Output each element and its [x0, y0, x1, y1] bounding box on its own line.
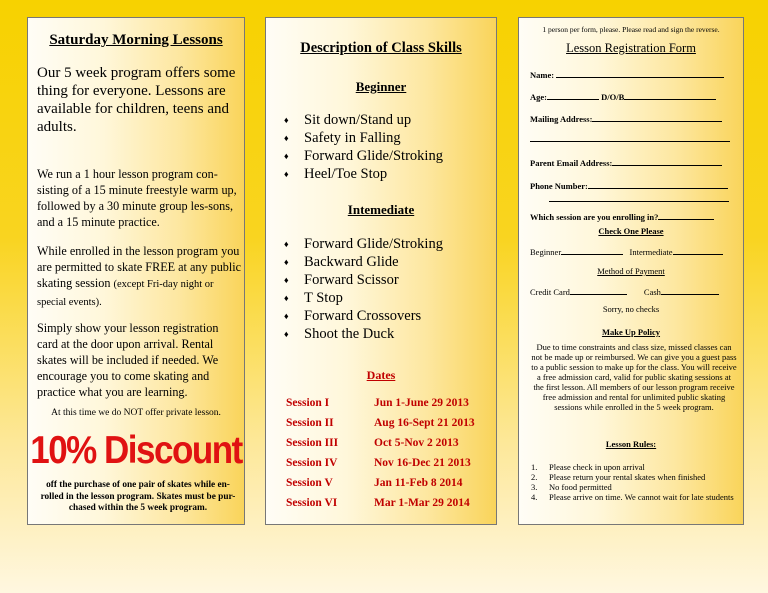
session-dates-list — [286, 393, 475, 513]
session-field[interactable]: Which session are you enrolling in? — [530, 211, 740, 222]
beginner-check-line[interactable] — [561, 246, 623, 255]
free-skate-exception: (except Fri-day night or special events). — [37, 279, 214, 308]
discount-terms: off the purchase of one pair of skates while en-rolled in the lesson program. Skates must be pur-chased within the 5 week program. — [40, 480, 236, 513]
class-skills-panel — [265, 17, 497, 525]
list-item: ♦ Heel/Toe Stop — [284, 166, 388, 182]
diamond-bullet-icon: ♦ — [284, 293, 289, 303]
panel-title: Saturday Morning Lessons — [49, 32, 223, 48]
diamond-bullet-icon: ♦ — [284, 133, 289, 143]
diamond-bullet-icon: ♦ — [284, 275, 289, 285]
registration-card-text: Simply show your lesson registration card at the door upon arrival. Rental skates will be included if needed. We encourage you to come skating and practice what you are learning. — [37, 321, 219, 399]
beginner-heading: Beginner — [355, 79, 407, 94]
phone-line[interactable] — [588, 180, 728, 189]
form-title: Lesson Registration Form — [566, 41, 696, 55]
intermediate-check-line[interactable] — [673, 246, 723, 255]
payment-options[interactable]: Credit Card Cash — [530, 286, 740, 297]
discount-banner: 10% Discount — [30, 429, 242, 472]
intro-text: Our 5 week program offers some thing for everyone. Lessons are available for children, teens and adults. — [37, 65, 236, 135]
program-description: We run a 1 hour lesson program con-sisting of a 15 minute freestyle warm up, followed by a 30 minute group les-sons, and a 15 minute practice. — [37, 167, 237, 229]
session-row: Session V Jan 11-Feb 8 2014 — [286, 477, 463, 489]
mailing-address-line-2[interactable] — [530, 133, 740, 144]
list-item: ♦ Forward Glide/Stroking — [284, 148, 443, 164]
lessons-info-panel — [27, 17, 245, 525]
list-item: ♦ T Stop — [284, 290, 343, 306]
list-item: 1. Please check in upon arrival — [531, 462, 645, 472]
age-line[interactable] — [547, 91, 599, 100]
lesson-rules-heading: Lesson Rules: — [605, 439, 657, 449]
session-line[interactable] — [658, 211, 714, 220]
private-lesson-note: At this time we do NOT offer private lesson. — [51, 408, 221, 418]
diamond-bullet-icon: ♦ — [284, 115, 289, 125]
payment-heading: Method of Payment — [597, 266, 665, 276]
list-item: 3. No food permitted — [531, 482, 612, 492]
level-options[interactable]: Beginner Intermediate — [530, 246, 740, 257]
list-item: ♦ Forward Crossovers — [284, 308, 422, 324]
list-item: ♦ Forward Glide/Stroking — [284, 236, 443, 252]
lesson-rules-list — [531, 462, 737, 502]
session-row: Session III Oct 5-Nov 2 2013 — [286, 437, 459, 449]
age-dob-field[interactable]: Age: D/O/B — [530, 91, 740, 102]
session-row: Session I Jun 1-June 29 2013 — [286, 397, 469, 409]
session-row: Session IV Nov 16-Dec 21 2013 — [286, 457, 471, 469]
list-item: 4. Please arrive on time. We cannot wait for late students — [531, 492, 734, 502]
phone-field[interactable]: Phone Number: — [530, 180, 740, 191]
list-item: ♦ Backward Glide — [284, 254, 399, 270]
phone-line-2[interactable] — [549, 193, 759, 204]
diamond-bullet-icon: ♦ — [284, 151, 289, 161]
dob-line[interactable] — [624, 91, 716, 100]
credit-card-check-line[interactable] — [570, 286, 627, 295]
list-item: ♦ Safety in Falling — [284, 130, 401, 146]
form-note: 1 person per form, please. Please read and sign the reverse. — [542, 25, 720, 34]
name-field[interactable]: Name: — [530, 69, 740, 80]
session-row: Session VI Mar 1-Mar 29 2014 — [286, 497, 470, 509]
diamond-bullet-icon: ♦ — [284, 239, 289, 249]
panel-title: Description of Class Skills — [300, 40, 462, 56]
name-line[interactable] — [556, 69, 724, 78]
list-item: ♦ Sit down/Stand up — [284, 112, 412, 128]
diamond-bullet-icon: ♦ — [284, 329, 289, 339]
makeup-policy-text: Due to time constraints and class size, missed classes can not be made up or reimbursed. We can give you a guest pass to a public session to make up for the class. You will receive a free admission card, valid for public skating sessions at the first lesson. All members of our lesson program receive free admission and rental for unlimited public skating sessions while enrolled in the 5 week program. — [531, 342, 737, 412]
diamond-bullet-icon: ♦ — [284, 257, 289, 267]
email-field[interactable]: Parent Email Address: — [530, 157, 740, 168]
beginner-skills-list — [284, 111, 443, 183]
intermediate-heading: Intemediate — [347, 202, 415, 217]
session-row: Session II Aug 16-Sept 21 2013 — [286, 417, 475, 429]
diamond-bullet-icon: ♦ — [284, 311, 289, 321]
list-item: 2. Please return your rental skates when finished — [531, 472, 706, 482]
list-item: ♦ Shoot the Duck — [284, 326, 395, 342]
check-one-heading: Check One Please — [598, 226, 664, 236]
mailing-line[interactable] — [592, 113, 722, 122]
no-checks-note: Sorry, no checks — [602, 304, 660, 314]
dates-heading: Dates — [366, 368, 396, 382]
list-item: ♦ Forward Scissor — [284, 272, 399, 288]
free-skate-text — [37, 243, 242, 311]
free-skate-main: While enrolled in the lesson program you are permitted to skate FREE at any public skating session — [37, 244, 242, 290]
email-line[interactable] — [612, 157, 722, 166]
intermediate-skills-list — [284, 235, 443, 343]
diamond-bullet-icon: ♦ — [284, 169, 289, 179]
makeup-policy-heading: Make Up Policy — [601, 327, 661, 337]
mailing-address-field[interactable]: Mailing Address: — [530, 113, 740, 124]
cash-check-line[interactable] — [661, 286, 719, 295]
registration-form-panel — [518, 17, 744, 525]
